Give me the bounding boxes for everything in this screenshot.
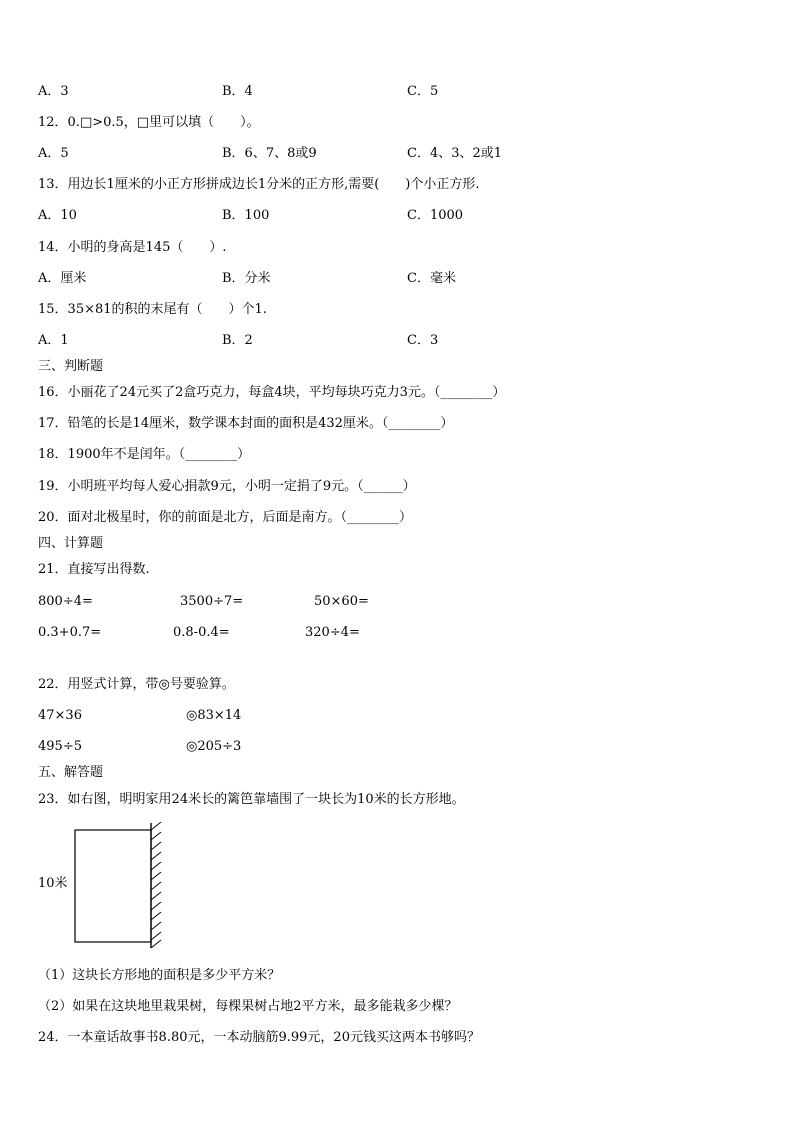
wall-hatching <box>151 822 161 948</box>
question-18: 18．1900年不是闰年。（________） <box>38 447 251 462</box>
q15-option-c: C．3 <box>407 333 439 348</box>
q22-item-4: ◎205÷3 <box>186 739 242 754</box>
q11-option-b: B．4 <box>222 84 253 99</box>
q12-option-c: C．4、3、2或1 <box>407 146 503 161</box>
rectangle-field-figure <box>36 820 176 954</box>
question-14: 14．小明的身高是145（ ）. <box>38 240 227 255</box>
question-12: 12．0.□>0.5，□里可以填（ ）。 <box>38 115 260 130</box>
question-22: 22．用竖式计算，带◎号要验算。 <box>38 677 235 692</box>
field-rectangle <box>75 830 151 942</box>
q22-item-2: ◎83×14 <box>186 708 242 723</box>
q11-option-a: A．3 <box>38 84 69 99</box>
q15-option-a: A．1 <box>38 333 69 348</box>
question-17: 17．铅笔的长是14厘米，数学课本封面的面积是432厘米。（________） <box>38 416 454 431</box>
q11-option-c: C．5 <box>407 84 439 99</box>
q22-item-3: 495÷5 <box>38 739 82 754</box>
section-title-judgement: 三、判断题 <box>38 359 104 374</box>
question-16: 16．小丽花了24元买了2盒巧克力，每盒4块，平均每块巧克力3元。（________） <box>38 385 506 400</box>
q21-item-2: 3500÷7= <box>180 594 244 609</box>
section-title-calculation: 四、计算题 <box>38 536 104 551</box>
q21-item-6: 320÷4= <box>305 625 360 640</box>
question-15: 15．35×81的积的末尾有（ ）个1. <box>38 302 267 317</box>
q12-option-a: A．5 <box>38 146 69 161</box>
q21-item-3: 50×60= <box>314 594 369 609</box>
q13-option-a: A．10 <box>38 208 77 223</box>
question-13: 13．用边长1厘米的小正方形拼成边长1分米的正方形,需要( )个小正方形. <box>38 177 480 192</box>
q14-option-b: B．分米 <box>222 271 271 286</box>
q13-option-c: C．1000 <box>407 208 464 223</box>
q23-subquestion-2: （2）如果在这块地里栽果树，每棵果树占地2平方米，最多能栽多少棵？ <box>38 999 458 1014</box>
figure-length-label: 10米 <box>38 876 68 891</box>
q12-option-b: B．6、7、8或9 <box>222 146 317 161</box>
q14-option-c: C．毫米 <box>407 271 456 286</box>
q15-option-b: B．2 <box>222 333 253 348</box>
q21-item-4: 0.3+0.7= <box>38 625 102 640</box>
section-title-word-problems: 五、解答题 <box>38 765 104 780</box>
question-20: 20．面对北极星时，你的前面是北方，后面是南方。（________） <box>38 510 413 525</box>
question-19: 19．小明班平均每人爱心捐款9元，小明一定捐了9元。（______） <box>38 479 416 494</box>
question-23: 23．如右图，明明家用24米长的篱笆靠墙围了一块长为10米的长方形地。 <box>38 792 465 807</box>
q13-option-b: B．100 <box>222 208 270 223</box>
q14-option-a: A．厘米 <box>38 271 87 286</box>
q23-subquestion-1: （1）这块长方形地的面积是多少平方米？ <box>38 968 281 983</box>
q21-item-5: 0.8-0.4= <box>173 625 230 640</box>
question-24: 24．一本童话故事书8.80元，一本动脑筋9.99元，20元钱买这两本书够吗？ <box>38 1030 480 1045</box>
q21-item-1: 800÷4= <box>38 594 93 609</box>
q22-item-1: 47×36 <box>38 708 82 723</box>
question-21: 21．直接写出得数. <box>38 562 150 577</box>
